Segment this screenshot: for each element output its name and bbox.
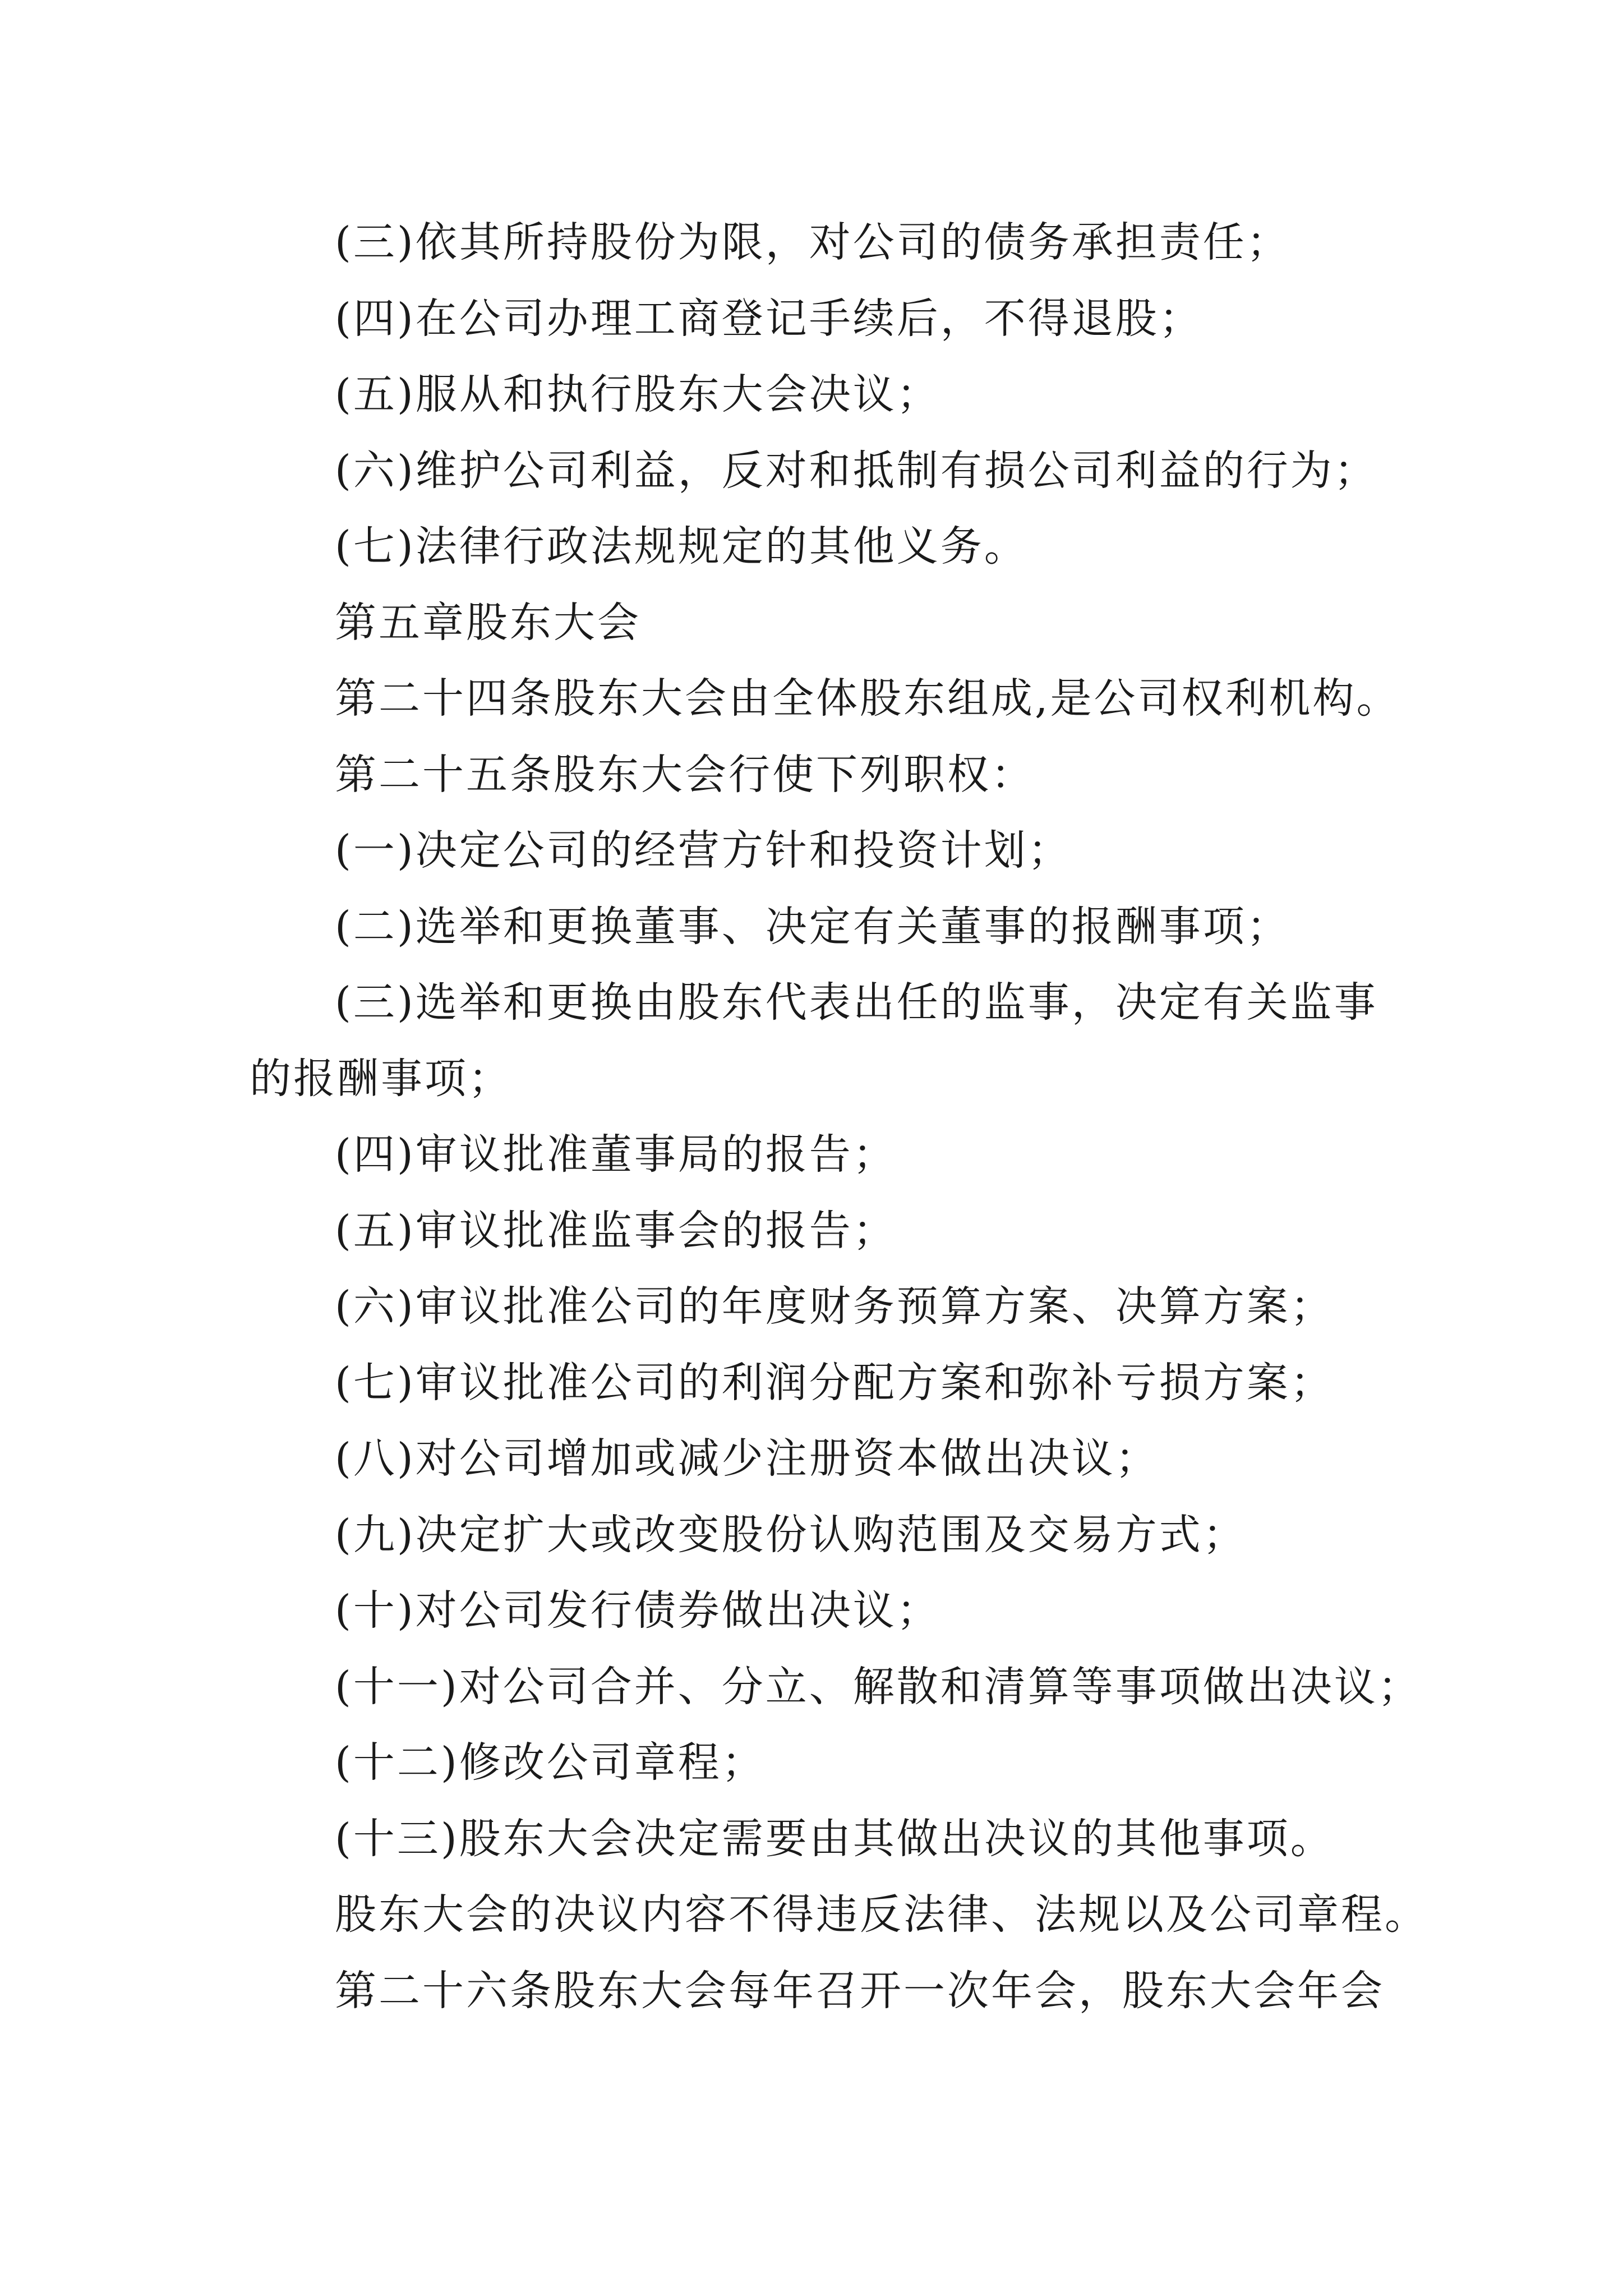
text-line: (十二)修改公司章程； [335, 1738, 766, 1787]
text-line: (一)决定公司的经营方针和投资计划； [335, 826, 1072, 875]
article-line: 第二十四条股东大会由全体股东组成,是公司权利机构。 [335, 674, 1400, 723]
text-line: (二)选举和更换董事、决定有关董事的报酬事项； [335, 902, 1290, 951]
chapter-heading: 第五章股东大会 [335, 598, 641, 647]
article-line: 第二十六条股东大会每年召开一次年会，股东大会年会 [335, 1966, 1385, 2015]
text-line: (三)依其所持股份为限，对公司的债务承担责任； [335, 218, 1290, 266]
document-body [250, 205, 1428, 2029]
text-line: (四)审议批准董事局的报告； [335, 1130, 897, 1179]
text-line: 股东大会的决议内容不得违反法律、法规以及公司章程。 [335, 1890, 1428, 1939]
text-line: (九)决定扩大或改变股份认购范围及交易方式； [335, 1510, 1247, 1559]
text-line: (三)选举和更换由股东代表出任的监事，决定有关监事 [335, 978, 1378, 1027]
text-line: (七)审议批准公司的利润分配方案和弥补亏损方案； [335, 1358, 1334, 1407]
text-line: (十一)对公司合并、分立、解散和清算等事项做出决议； [335, 1662, 1422, 1711]
text-line: (五)审议批准监事会的报告； [335, 1206, 897, 1255]
text-line-continuation: 的报酬事项； [250, 1054, 512, 1103]
text-line: (六)审议批准公司的年度财务预算方案、决算方案； [335, 1282, 1334, 1331]
text-line: (七)法律行政法规规定的其他义务。 [335, 522, 1028, 570]
text-line: (四)在公司办理工商登记手续后，不得退股； [335, 294, 1203, 343]
text-line: (六)维护公司利益，反对和抵制有损公司利益的行为； [335, 446, 1378, 495]
text-line: (八)对公司增加或减少注册资本做出决议； [335, 1434, 1159, 1483]
text-line: (五)服从和执行股东大会决议； [335, 370, 940, 418]
text-line: (十三)股东大会决定需要由其做出决议的其他事项。 [335, 1814, 1334, 1863]
article-line: 第二十五条股东大会行使下列职权： [335, 750, 1035, 799]
text-line: (十)对公司发行债券做出决议； [335, 1586, 940, 1635]
